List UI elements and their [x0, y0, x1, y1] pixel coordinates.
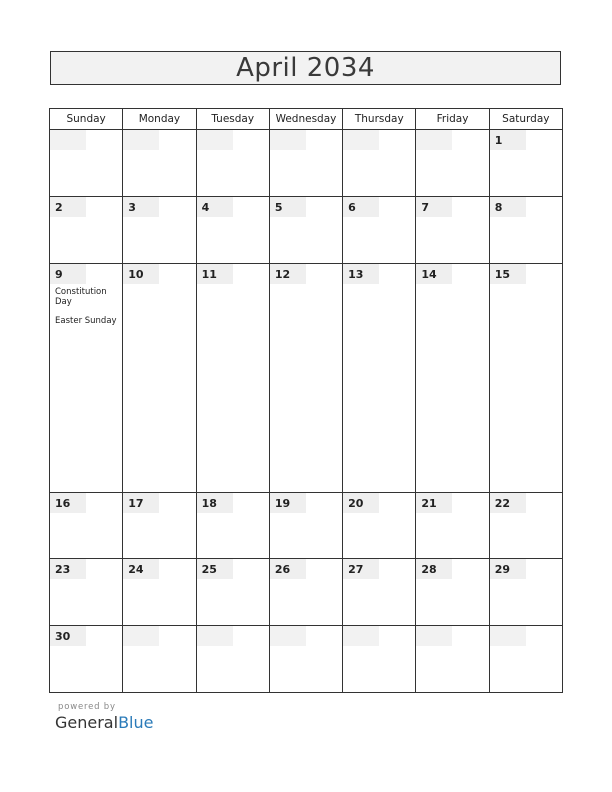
week-row [50, 626, 563, 693]
day-number [270, 626, 306, 646]
day-cell[interactable] [196, 492, 269, 559]
empty-day-cell [489, 626, 562, 693]
empty-day-cell [123, 626, 196, 693]
day-cell[interactable] [123, 263, 196, 492]
weekday-thursday: Thursday [343, 109, 416, 130]
day-cell[interactable] [269, 263, 342, 492]
day-number [50, 130, 86, 150]
day-number: 13 [343, 264, 379, 284]
day-number: 26 [270, 559, 306, 579]
empty-day-cell [416, 130, 489, 197]
week-row [50, 492, 563, 559]
calendar-title-box [50, 51, 561, 85]
day-cell[interactable] [123, 196, 196, 263]
day-cell[interactable] [196, 559, 269, 626]
empty-day-cell [123, 130, 196, 197]
empty-day-cell [416, 626, 489, 693]
day-number: 1 [490, 130, 526, 150]
holiday-label: Easter Sunday [55, 315, 117, 326]
day-number [123, 626, 159, 646]
day-number: 5 [270, 197, 306, 217]
day-cell[interactable] [123, 559, 196, 626]
powered-by-text: powered by [58, 702, 116, 712]
day-number: 30 [50, 626, 86, 646]
day-number: 16 [50, 493, 86, 513]
footer-branding [55, 702, 153, 732]
day-number: 27 [343, 559, 379, 579]
weekday-monday: Monday [123, 109, 196, 130]
day-cell[interactable] [343, 559, 416, 626]
day-number [270, 130, 306, 150]
holiday-label: Constitution Day [55, 286, 107, 307]
day-number: 8 [490, 197, 526, 217]
day-number: 18 [197, 493, 233, 513]
day-number [197, 130, 233, 150]
day-number [490, 626, 526, 646]
day-cell[interactable] [416, 492, 489, 559]
day-number: 22 [490, 493, 526, 513]
day-number: 2 [50, 197, 86, 217]
week-row [50, 559, 563, 626]
day-number: 7 [416, 197, 452, 217]
day-number: 17 [123, 493, 159, 513]
calendar-body [50, 130, 563, 693]
empty-day-cell [50, 130, 123, 197]
brand-logo[interactable] [55, 713, 153, 732]
day-cell[interactable] [196, 263, 269, 492]
day-number [343, 130, 379, 150]
day-number: 19 [270, 493, 306, 513]
week-row [50, 196, 563, 263]
empty-day-cell [196, 130, 269, 197]
day-cell[interactable] [269, 492, 342, 559]
empty-day-cell [269, 626, 342, 693]
day-number: 12 [270, 264, 306, 284]
day-events [50, 284, 122, 335]
day-cell[interactable] [50, 492, 123, 559]
brand-blue: Blue [118, 713, 154, 732]
day-cell[interactable] [50, 626, 123, 693]
calendar-title: April 2034 [236, 53, 375, 83]
weekday-wednesday: Wednesday [269, 109, 342, 130]
day-cell[interactable] [489, 263, 562, 492]
day-number: 24 [123, 559, 159, 579]
day-number: 15 [490, 264, 526, 284]
day-number: 29 [490, 559, 526, 579]
day-number: 20 [343, 493, 379, 513]
weekday-header-row [50, 109, 563, 130]
day-number: 9 [50, 264, 86, 284]
day-number: 25 [197, 559, 233, 579]
day-number: 10 [123, 264, 159, 284]
day-cell[interactable] [416, 263, 489, 492]
day-cell[interactable] [416, 196, 489, 263]
weekday-friday: Friday [416, 109, 489, 130]
day-cell[interactable] [196, 196, 269, 263]
weekday-sunday: Sunday [50, 109, 123, 130]
day-cell[interactable] [489, 130, 562, 197]
day-cell[interactable] [489, 492, 562, 559]
day-cell[interactable] [269, 559, 342, 626]
empty-day-cell [196, 626, 269, 693]
day-cell[interactable] [416, 559, 489, 626]
empty-day-cell [343, 130, 416, 197]
day-cell[interactable] [50, 559, 123, 626]
day-number: 14 [416, 264, 452, 284]
calendar-grid [49, 108, 563, 693]
day-number: 21 [416, 493, 452, 513]
day-cell[interactable] [343, 196, 416, 263]
day-cell[interactable] [50, 196, 123, 263]
empty-day-cell [269, 130, 342, 197]
day-cell[interactable] [123, 492, 196, 559]
day-number: 3 [123, 197, 159, 217]
day-number: 6 [343, 197, 379, 217]
day-number: 28 [416, 559, 452, 579]
brand-general: General [55, 713, 119, 732]
weekday-tuesday: Tuesday [196, 109, 269, 130]
day-cell[interactable] [50, 263, 123, 492]
day-number [123, 130, 159, 150]
day-number [197, 626, 233, 646]
empty-day-cell [343, 626, 416, 693]
day-number: 4 [197, 197, 233, 217]
day-cell[interactable] [269, 196, 342, 263]
day-cell[interactable] [343, 263, 416, 492]
day-cell[interactable] [489, 559, 562, 626]
weekday-saturday: Saturday [489, 109, 562, 130]
day-number [416, 130, 452, 150]
week-row [50, 263, 563, 492]
day-number [343, 626, 379, 646]
day-cell[interactable] [343, 492, 416, 559]
day-number: 23 [50, 559, 86, 579]
day-number: 11 [197, 264, 233, 284]
day-cell[interactable] [489, 196, 562, 263]
week-row [50, 130, 563, 197]
day-number [416, 626, 452, 646]
